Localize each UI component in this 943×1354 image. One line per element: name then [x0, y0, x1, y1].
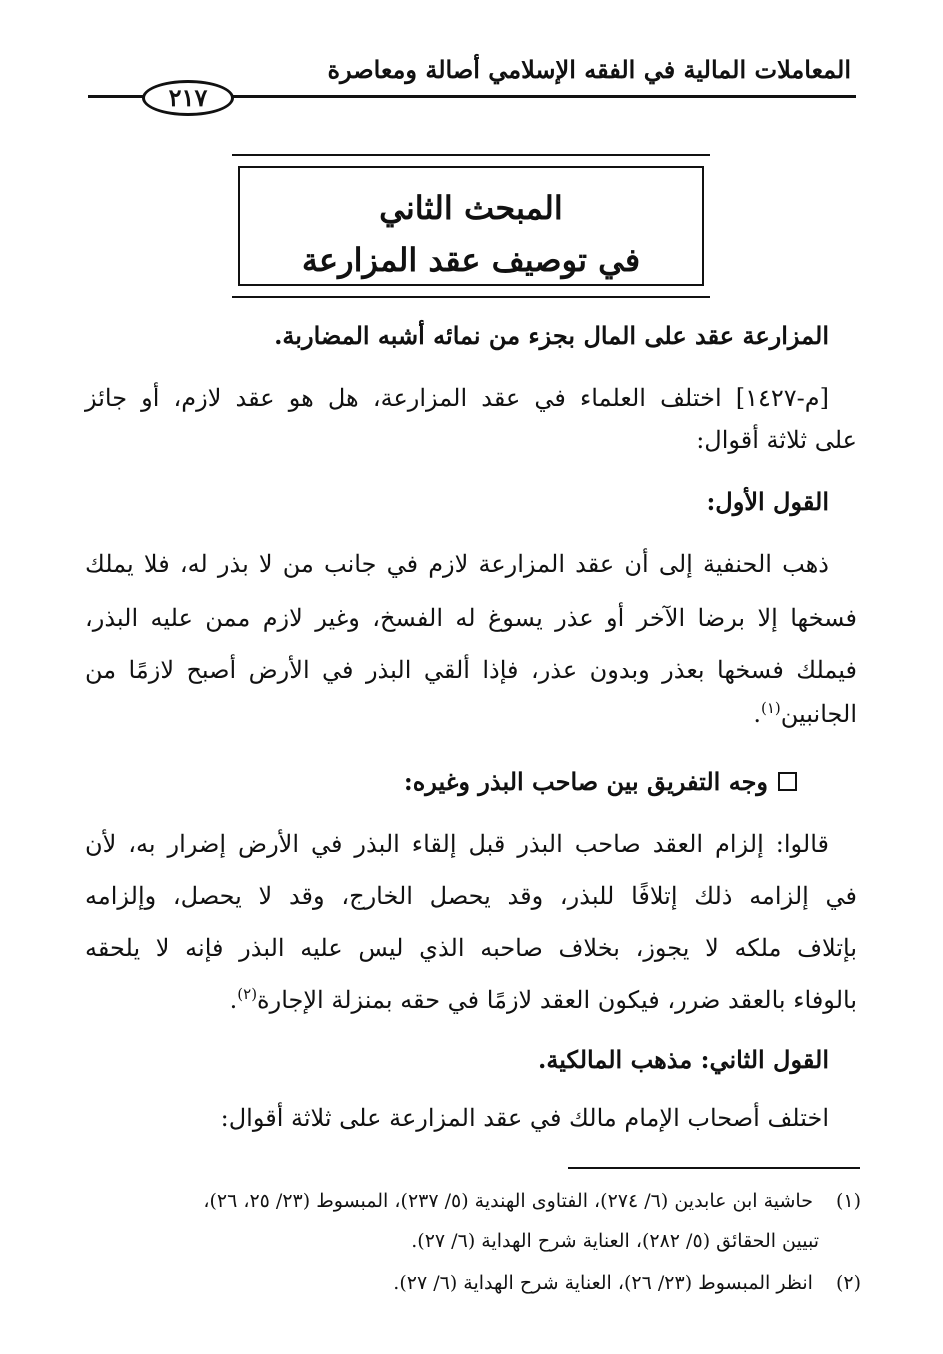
- footnote-1-line-2: تبيين الحقائق (٥/ ٢٨٢)، العناية شرح الهداية (٦/ ٢٧).: [411, 1230, 819, 1252]
- footnote-separator: [568, 1167, 860, 1169]
- footnote-1-text: حاشية ابن عابدين (٦/ ٢٧٤)، الفتاوى الهندية (٥/ ٢٣٧)، المبسوط (٢٣/ ٢٥، ٢٦)،: [203, 1190, 813, 1212]
- differentiation-heading-text: وجه التفريق بين صاحب البذر وغيره:: [403, 767, 768, 796]
- differentiation-heading: [85, 762, 797, 802]
- issue-line-2: على ثلاثة أقوال:: [696, 426, 857, 454]
- first-opinion-line-4: [85, 694, 857, 734]
- footnote-ref-1[interactable]: (١): [761, 699, 781, 717]
- footnote-2-text: انظر المبسوط (٢٣/ ٢٦)، العناية شرح الهداية (٦/ ٢٧).: [393, 1272, 813, 1294]
- first-opinion-line-1: ذهب الحنفية إلى أن عقد المزارعة لازم في جانب من لا بذر له، فلا يملك: [85, 550, 829, 578]
- first-opinion-line-3: فيملك فسخها بعذر وبدون عذر، فإذا ألقي البذر في الأرض أصبح لازمًا من: [85, 656, 857, 684]
- differentiation-line-4-text: بالوفاء بالعقد ضرر، فيكون العقد لازمًا في حقه بمنزلة الإجارة: [257, 986, 857, 1014]
- differentiation-line-4: [85, 980, 857, 1020]
- footnote-1-line-1: [81, 1186, 861, 1216]
- section-title-frame: [238, 166, 704, 286]
- footnote-1-number: (١): [835, 1190, 861, 1212]
- section-title-box: [232, 154, 710, 298]
- page-number: ٢١٧: [142, 80, 234, 116]
- first-opinion-line-2: فسخها إلا برضا الآخر أو عذر يسوغ له الفسخ، وغير لازم ممن عليه البذر،: [85, 604, 857, 632]
- section-title-line2: في توصيف عقد المزارعة: [301, 241, 641, 279]
- second-opinion-heading: القول الثاني: مذهب المالكية.: [538, 1045, 829, 1074]
- differentiation-line-1: قالوا: إلزام العقد صاحب البذر قبل إلقاء البذر في الأرض إضرار به، لأن: [85, 830, 829, 858]
- section-title-line1: المبحث الثاني: [379, 189, 563, 227]
- first-opinion-line-4-end: .: [753, 700, 761, 728]
- second-opinion-paragraph: اختلف أصحاب الإمام مالك في عقد المزارعة على ثلاثة أقوال:: [220, 1104, 829, 1132]
- footnote-ref-2[interactable]: (٢): [237, 985, 258, 1003]
- footnote-2-number: (٢): [835, 1272, 861, 1294]
- issue-line-1: [م-١٤٢٧] اختلف العلماء في عقد المزارعة، هل هو عقد لازم، أو جائز: [85, 384, 829, 412]
- footnote-2: [81, 1268, 861, 1298]
- first-opinion-heading: القول الأول:: [706, 487, 829, 516]
- intro-paragraph: المزارعة عقد على المال بجزء من نمائه أشبه المضاربة.: [274, 321, 829, 350]
- first-opinion-line-4-text: الجانبين: [780, 700, 857, 728]
- checkbox-bullet-icon: [778, 772, 797, 791]
- running-title: المعاملات المالية في الفقه الإسلامي أصالة ومعاصرة: [327, 55, 851, 84]
- differentiation-line-2: في إلزامه ذلك إتلافًا للبذر، وقد يحصل الخارج، وقد لا يحصل، وإلزامه: [85, 882, 857, 910]
- differentiation-line-4-end: .: [229, 986, 238, 1014]
- differentiation-line-3: بإتلاف ملكه لا يجوز، بخلاف صاحبه الذي ليس عليه البذر فإنه لا يلحقه: [85, 934, 857, 962]
